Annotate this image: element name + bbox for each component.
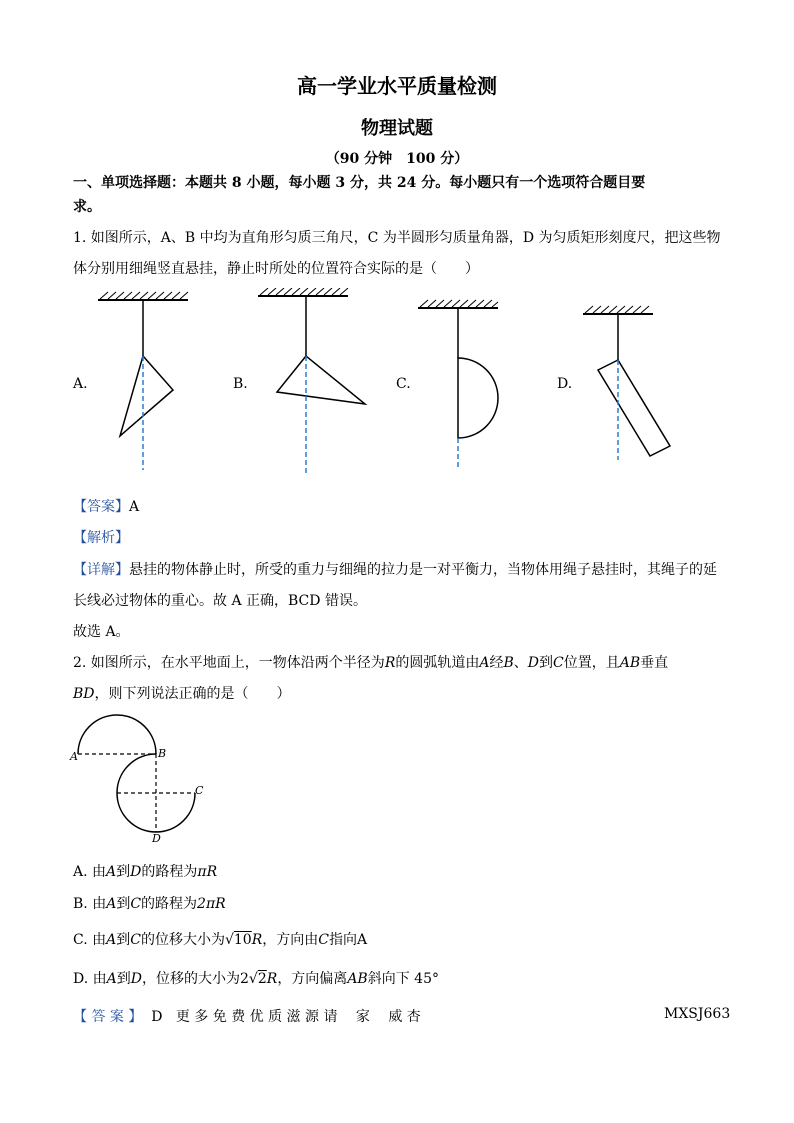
- q1-stem-line2: 体分别用细绳竖直悬挂，静止时所处的位置符合实际的是（ ）: [73, 261, 479, 277]
- label-c: C: [195, 784, 204, 797]
- figure-c: [418, 300, 498, 468]
- q2-var-ab: AB: [619, 655, 641, 671]
- sqrt-symbol: √: [248, 971, 258, 987]
- q2-var-bd: BD: [73, 686, 95, 702]
- q2-text: ，方向偏离: [277, 971, 348, 987]
- detail-tag: 【详解】: [73, 562, 129, 578]
- q2-var-ab: AB: [347, 971, 368, 987]
- q2-text: 的路程为: [141, 896, 198, 912]
- figure-a: [98, 292, 188, 470]
- q2-text: 到: [116, 864, 131, 880]
- q2-value: 2πR: [197, 896, 226, 912]
- footer-answer-value: D: [151, 1009, 163, 1025]
- q2-text: 的圆弧轨道由: [395, 655, 480, 671]
- q2-var-b: B: [503, 655, 514, 671]
- footer-answer-tag: 【 答 案 】: [73, 1009, 143, 1025]
- q2-stem-line2: [73, 683, 291, 703]
- answer-tag: 【答案】: [73, 499, 129, 515]
- q1-detail-line1: [73, 559, 717, 579]
- q2-text: 到: [116, 896, 131, 912]
- q2-text: 、: [513, 655, 528, 671]
- page-subtitle: 物理试题: [361, 118, 433, 139]
- q1-option-a[interactable]: A.: [73, 376, 88, 392]
- q2-text: B. 由: [73, 896, 107, 912]
- q2-var-r: R: [266, 971, 278, 987]
- label-d: D: [152, 832, 161, 845]
- q2-text: 2. 如图所示，在水平地面上，一物体沿两个半径为: [73, 655, 385, 671]
- q2-var-c: C: [130, 932, 141, 948]
- q2-text: 的路程为: [141, 864, 198, 880]
- section-heading-line1: 一、单项选择题：本题共 8 小题，每小题 3 分，共 24 分。每小题只有一个选项符合题目要: [73, 175, 646, 191]
- q2-var-c: C: [130, 896, 142, 912]
- q2-value: πR: [197, 864, 218, 880]
- q2-text: D. 由: [73, 971, 107, 987]
- q1-option-b[interactable]: B.: [233, 376, 248, 392]
- footer-watermark: 更 多 免 费 优 质 滋 源 请 家 威 杏: [175, 1009, 421, 1025]
- q2-text: ，则下列说法正确的是（ ）: [94, 686, 291, 702]
- q2-text: ，位移的大小为: [142, 971, 240, 987]
- q1-stem-line1: 1. 如图所示，A、B 中均为直角形匀质三角尺，C 为半圆形匀质量角器，D 为匀质矩形刻度尺，把这些物: [73, 230, 721, 246]
- q2-text: 的位移大小为: [140, 932, 225, 948]
- q2-text: 到: [539, 655, 554, 671]
- section-heading-line2: 求。: [73, 199, 101, 215]
- q1-conclusion: 故选 A。: [73, 624, 130, 640]
- detail-text: 悬挂的物体静止时，所受的重力与细绳的拉力是一对平衡力，当物体用绳子悬挂时，其绳子的延: [129, 562, 717, 578]
- q2-var-d: D: [130, 864, 142, 880]
- q2-var-r: R: [384, 655, 396, 671]
- label-a: A: [70, 750, 78, 763]
- q2-radicand: 2: [257, 971, 267, 987]
- q2-text: 位置，且: [563, 655, 620, 671]
- analysis-tag: 【解析】: [73, 530, 129, 546]
- q2-var-c: C: [553, 655, 564, 671]
- page-title: 高一学业水平质量检测: [297, 74, 497, 98]
- q2-var-a: A: [106, 864, 117, 880]
- q2-text: 垂直: [640, 655, 669, 671]
- q2-coefficient: 2: [240, 971, 249, 987]
- sqrt-symbol: √: [224, 932, 234, 948]
- q2-text: 指向A: [328, 932, 368, 948]
- q2-var-a: A: [106, 971, 117, 987]
- q2-text: A. 由: [73, 864, 107, 880]
- q2-var-r: R: [251, 932, 263, 948]
- figure-b: [258, 288, 365, 476]
- label-b: B: [158, 747, 167, 760]
- q2-text: 斜向下 45°: [367, 971, 439, 987]
- footer-code: MXSJ663: [664, 1006, 731, 1022]
- q2-text: 到: [116, 932, 131, 948]
- q2-var-d: D: [527, 655, 540, 671]
- q1-option-d[interactable]: D.: [557, 376, 573, 392]
- q2-stem-line1: [73, 652, 668, 672]
- q2-text: ，方向由: [262, 932, 319, 948]
- q2-var-d: D: [130, 971, 142, 987]
- q2-text: 经: [489, 655, 504, 671]
- q1-option-c[interactable]: C.: [396, 376, 411, 392]
- q2-var-a: A: [479, 655, 490, 671]
- q2-option-a[interactable]: [73, 861, 217, 881]
- q2-option-b[interactable]: [73, 893, 226, 913]
- time-score: （90 分钟 100 分）: [325, 151, 469, 167]
- q1-answer: [73, 496, 139, 516]
- footer-answer: [73, 1006, 421, 1026]
- q2-text: 到: [116, 971, 131, 987]
- q2-radicand: 10: [233, 932, 252, 948]
- q2-option-d[interactable]: [73, 968, 439, 988]
- q2-var-a: A: [106, 932, 117, 948]
- q1-detail-line2: 长线必过物体的重心。故 A 正确，BCD 错误。: [73, 593, 367, 609]
- q2-text: C. 由: [73, 932, 107, 948]
- answer-value: A: [129, 499, 140, 515]
- q2-figure: [60, 712, 220, 848]
- figure-d: [583, 306, 670, 460]
- q2-option-c[interactable]: [73, 929, 367, 949]
- q2-var-c: C: [318, 932, 329, 948]
- q2-var-a: A: [106, 896, 117, 912]
